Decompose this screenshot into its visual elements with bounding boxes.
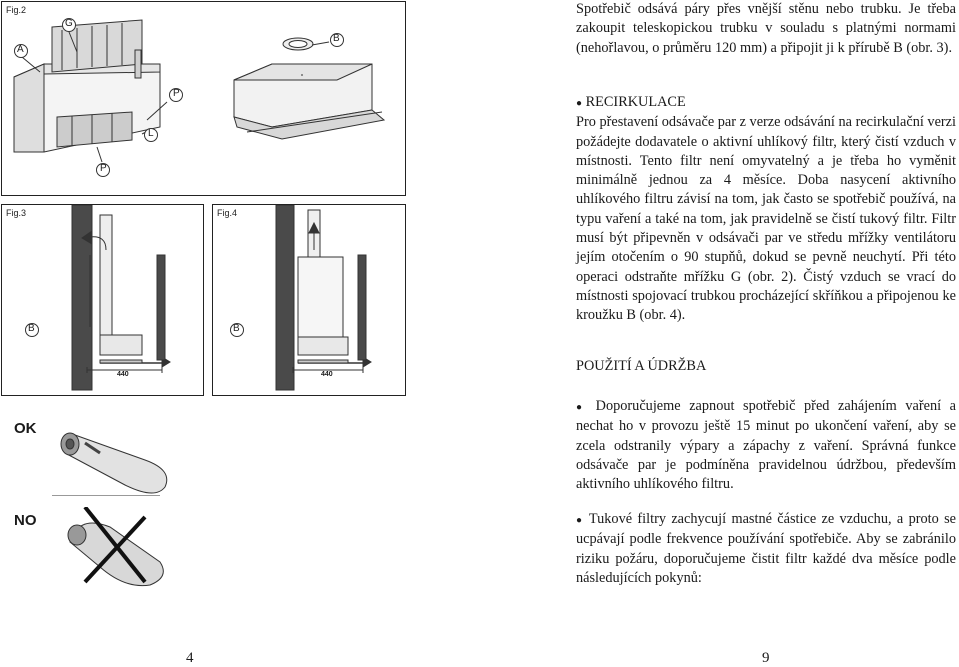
callout-p-bottom: P [100, 163, 107, 174]
figure-3-label: Fig.3 [6, 208, 27, 218]
recirculation-body: Pro přestavení odsávače par z verze odsávání na recirkulační verzi požádejte dodavatele o aktivní uhlíkový filtr, který čistí vzduch v místnosti. Tento filtr není omyvatelný a je třeba ho vyměnit minimálně jednou za 4 měsíce. Doba nasycení aktivního uhlíkového filtru závisí na tom, jak často se spotřebič používá, na typu vaření a také na tom, jak pravidelně se čistí tukový filtr. Filtr musí být připevněn v odsávači par ve středu mřížky ventilátoru jejím otočením o 90 stupňů, dokud se pevně neuchytí. Při této operaci odstraňte mřížku G (obr. 2). Čistý vzduch se vrací do místnosti spojovací trubkou procházející skříňkou a připojenou ke kroužku B (obr. 4). [576, 114, 956, 324]
figure-4-dimension: 440 [321, 371, 333, 378]
ok-filter-illustration [55, 415, 195, 495]
usage-paragraph-2 [576, 510, 956, 588]
callout-l: L [148, 128, 154, 139]
figure-2-label: Fig.2 [6, 5, 27, 15]
intro-paragraph [576, 0, 956, 58]
figure-3 [1, 204, 204, 396]
usage-paragraph-1 [576, 397, 956, 494]
recirculation-section [576, 93, 956, 326]
figure-4-label: Fig.4 [217, 208, 238, 218]
callout-a: A [17, 44, 24, 55]
callout-p-top: P [173, 88, 180, 99]
usage-heading [576, 357, 956, 376]
figure-4-drawing [213, 205, 403, 393]
usage-p2 [576, 510, 956, 588]
separator-line [52, 495, 160, 496]
usage-p1 [576, 397, 956, 494]
callout-b: B [333, 33, 340, 44]
callout-g: G [65, 18, 73, 29]
figure-3-drawing [2, 205, 202, 393]
recirculation-heading [576, 93, 956, 113]
usage-p2-text: Tukové filtry zachycují mastné částice ze vzduchu, a proto se ucpávají podle frekvence používání spotřebiče. Aby se zabránilo riziku požáru, doporučujeme čistit filtr každé dva měsíce podle následujících pokynů: [576, 511, 957, 586]
bullet-icon: ● [576, 402, 588, 413]
no-label: NO [14, 512, 37, 529]
figure-2 [1, 1, 406, 196]
figure-3-callout-b: B [28, 323, 35, 334]
recirculation-heading-text: RECIRKULACE [585, 94, 686, 110]
ok-label: OK [14, 420, 37, 437]
page-number-left: 4 [186, 650, 194, 666]
figure-4-callout-b: B [233, 323, 240, 334]
figure-2-drawing [2, 2, 404, 194]
figure-3-dimension: 440 [117, 371, 129, 378]
bullet-icon: ● [576, 98, 583, 109]
bullet-icon: ● [576, 515, 584, 526]
no-filter-illustration [55, 507, 195, 587]
figure-4 [212, 204, 406, 396]
usage-p1-text: Doporučujeme zapnout spotřebič před zahájením vaření a nechat ho v provozu ještě 15 minut po ukončení vaření, aby se zcela odstranily výpary a zápachy z vaření. Správná funkce odsávače par je podmíněna pravidelnou údržbou, především aktivního uhlíkového filtru. [576, 398, 957, 493]
intro-text: Spotřebič odsává páry přes vnější stěnu nebo trubku. Je třeba zakoupit teleskopickou trubku v souladu s platnými normami (nehořlavou, o průměru 120 mm) a připojit ji k přírubě B (obr. 3). [576, 1, 956, 56]
usage-heading-text: POUŽITÍ A ÚDRŽBA [576, 358, 707, 374]
page-number-right: 9 [762, 650, 770, 666]
